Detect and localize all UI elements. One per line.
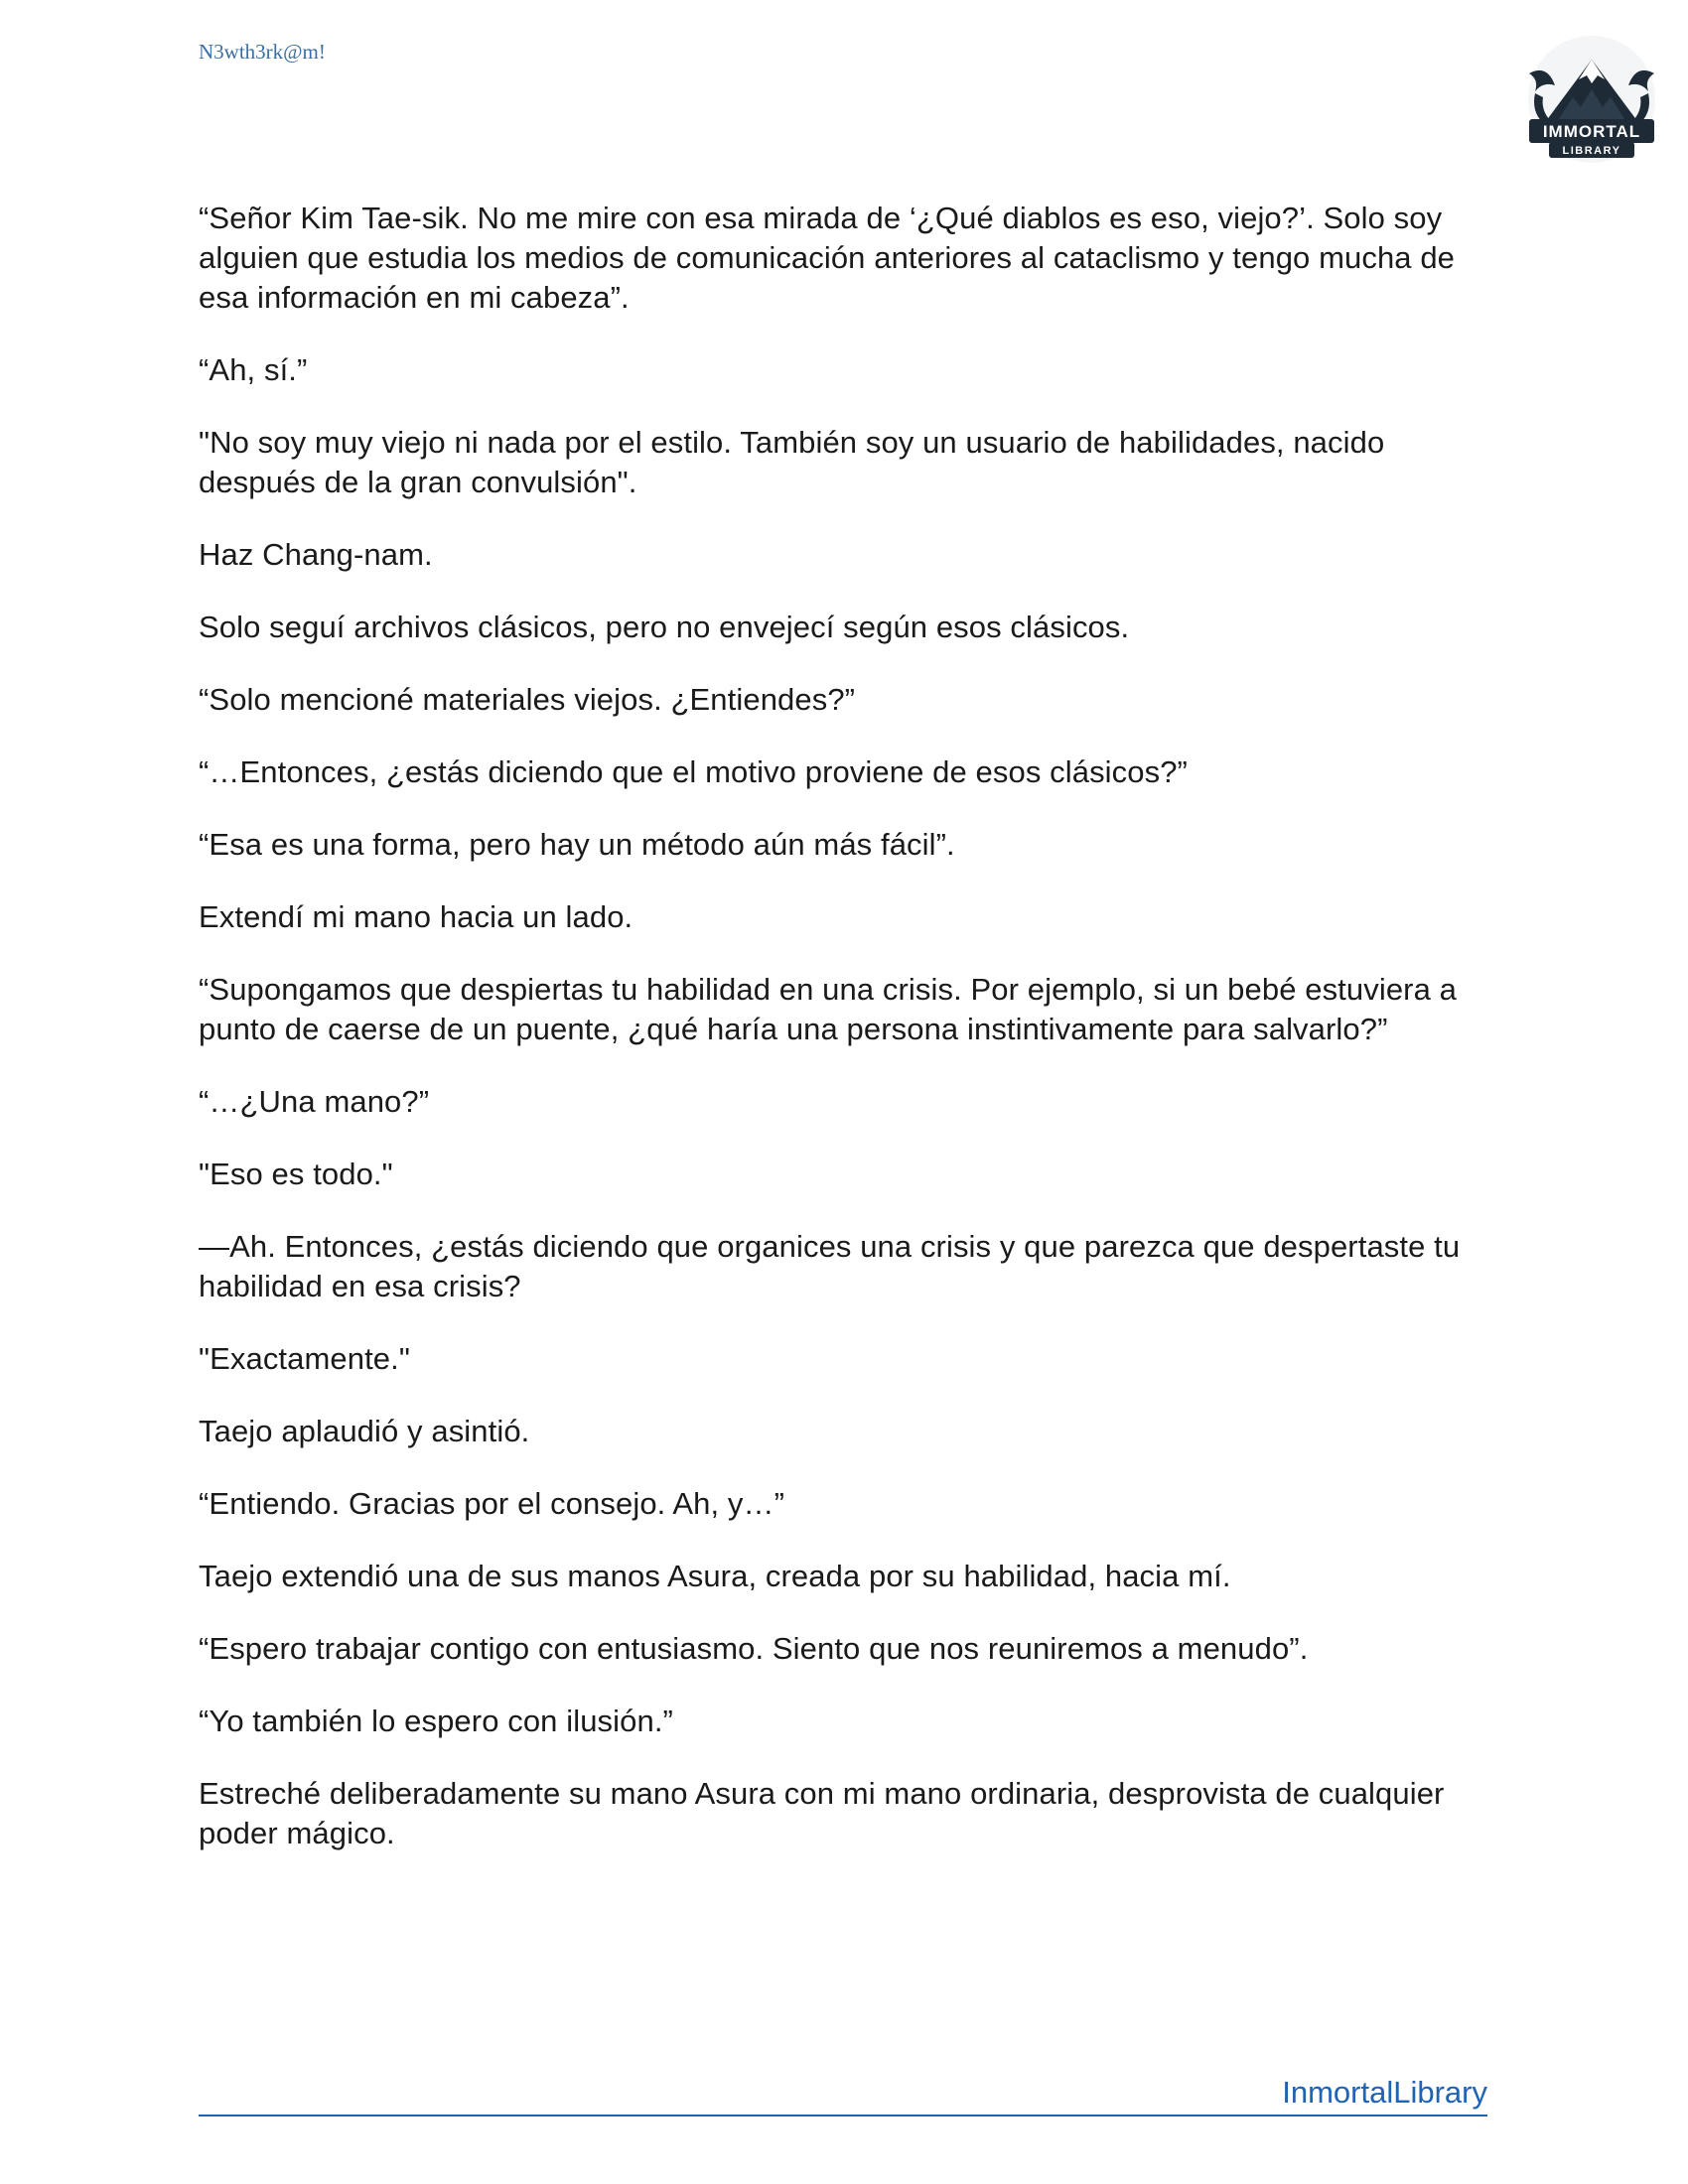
paragraph: Taejo aplaudió y asintió. — [199, 1414, 530, 1448]
paragraph: “Yo también lo espero con ilusión.” — [199, 1704, 673, 1738]
paragraph: “Esa es una forma, pero hay un método aún más fácil”. — [199, 827, 955, 862]
paragraph: “Solo mencioné materiales viejos. ¿Entiendes?” — [199, 682, 856, 717]
header-credit: N3wth3rk@m! — [199, 40, 326, 64]
paragraph: “…Entonces, ¿estás diciendo que el motivo proviene de esos clásicos?” — [199, 754, 1188, 789]
paragraph: “Espero trabajar contigo con entusiasmo. Siento que nos reuniremos a menudo”. — [199, 1631, 1309, 1666]
paragraph: “Entiendo. Gracias por el consejo. Ah, y…” — [199, 1486, 785, 1521]
paragraph: “…¿Una mano?” — [199, 1084, 430, 1119]
paragraph: "No soy muy viejo ni nada por el estilo. También soy un usuario de habilidades, nacido después de la gran convulsión". — [199, 425, 1385, 499]
logo-line1: IMMORTAL — [1542, 122, 1641, 141]
paragraph: “Supongamos que despiertas tu habilidad en una crisis. Por ejemplo, si un bebé estuviera a punto de caerse de un puente, ¿qué haría una persona instintivamente para salvarlo?” — [199, 972, 1457, 1046]
paragraph: Solo seguí archivos clásicos, pero no envejecí según esos clásicos. — [199, 610, 1130, 644]
paragraph: “Ah, sí.” — [199, 352, 308, 387]
logo-line2: LIBRARY — [1562, 145, 1621, 157]
paragraph: Haz Chang-nam. — [199, 537, 433, 572]
paragraph: “Señor Kim Tae-sik. No me mire con esa mirada de ‘¿Qué diablos es eso, viejo?’. Solo soy alguien que estudia los medios de comunicación anteriores al cataclismo y tengo mucha de esa información en mi cabeza”. — [199, 201, 1456, 315]
footer-link-label[interactable]: InmortalLibrary — [1282, 2075, 1487, 2110]
paragraph: "Exactamente." — [199, 1341, 410, 1376]
footer-link[interactable] — [199, 2073, 1487, 2116]
immortal-library-logo-icon — [1521, 34, 1662, 165]
document-body — [199, 199, 1489, 1886]
paragraph: "Eso es todo." — [199, 1157, 393, 1191]
paragraph: Taejo extendió una de sus manos Asura, creada por su habilidad, hacia mí. — [199, 1559, 1231, 1593]
paragraph: Extendí mi mano hacia un lado. — [199, 899, 633, 934]
paragraph: Estreché deliberadamente su mano Asura con mi mano ordinaria, desprovista de cualquier poder mágico. — [199, 1776, 1445, 1850]
paragraph: —Ah. Entonces, ¿estás diciendo que organices una crisis y que parezca que despertaste tu habilidad en esa crisis? — [199, 1229, 1461, 1303]
